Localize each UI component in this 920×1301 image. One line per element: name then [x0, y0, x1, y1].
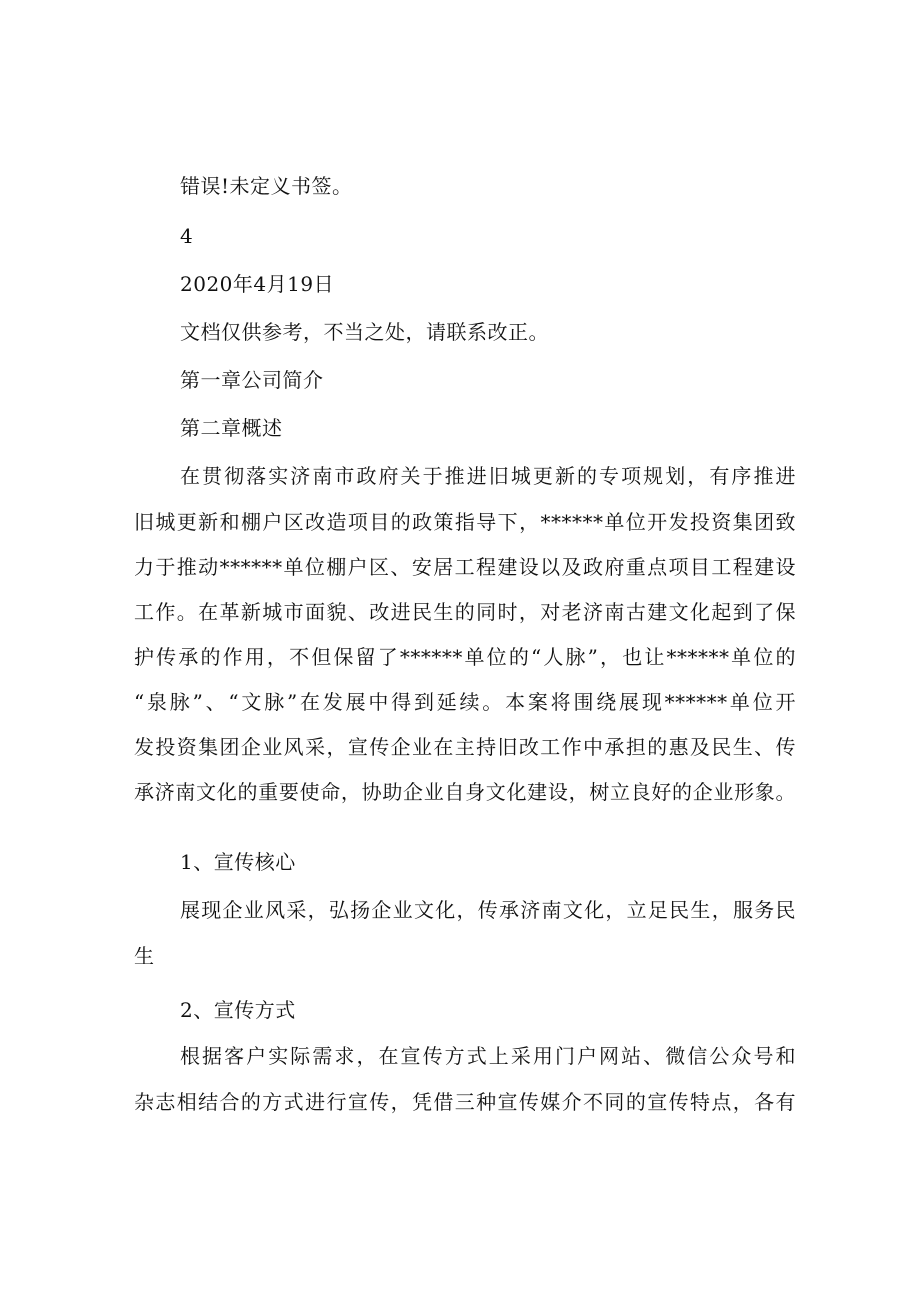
paragraph-line: 工作。在革新城市面貌、改进民生的同时，对老济南古建文化起到了保	[134, 600, 796, 624]
section-heading-core: 1、宣传核心	[180, 850, 296, 874]
document-date: 2020年4月19日	[180, 272, 335, 296]
disclaimer: 文档仅供参考，不当之处，请联系改正。	[180, 320, 549, 344]
paragraph-line: 发投资集团企业风采，宣传企业在主持旧改工作中承担的惠及民生、传	[134, 735, 796, 759]
paragraph-line: 力于推动******单位棚户区、安居工程建设以及政府重点项目工程建设	[134, 555, 796, 579]
section-method-line: 杂志相结合的方式进行宣传，凭借三种宣传媒介不同的宣传特点，各有	[134, 1090, 796, 1114]
section-core-line: 展现企业风采，弘扬企业文化，传承济南文化，立足民生，服务民	[180, 898, 796, 922]
paragraph-line: 旧城更新和棚户区改造项目的政策指导下，******单位开发投资集团致	[134, 510, 796, 534]
error-note: 错误!未定义书签。	[180, 174, 353, 198]
paragraph-line: 护传承的作用，不但保留了******单位的“人脉”，也让******单位的	[134, 645, 796, 669]
page-number: 4	[180, 224, 194, 248]
section-core-line: 生	[134, 944, 155, 968]
toc-entry-chapter-1: 第一章公司简介	[180, 368, 324, 392]
paragraph-line: 在贯彻落实济南市政府关于推进旧城更新的专项规划，有序推进	[180, 464, 796, 488]
paragraph-line: “泉脉”、“文脉”在发展中得到延续。本案将围绕展现******单位开	[134, 690, 796, 714]
toc-entry-chapter-2: 第二章概述	[180, 416, 283, 440]
section-heading-method: 2、宣传方式	[180, 998, 296, 1022]
paragraph-line: 承济南文化的重要使命，协助企业自身文化建设，树立良好的企业形象。	[134, 780, 796, 804]
section-method-line: 根据客户实际需求，在宣传方式上采用门户网站、微信公众号和	[180, 1044, 796, 1068]
